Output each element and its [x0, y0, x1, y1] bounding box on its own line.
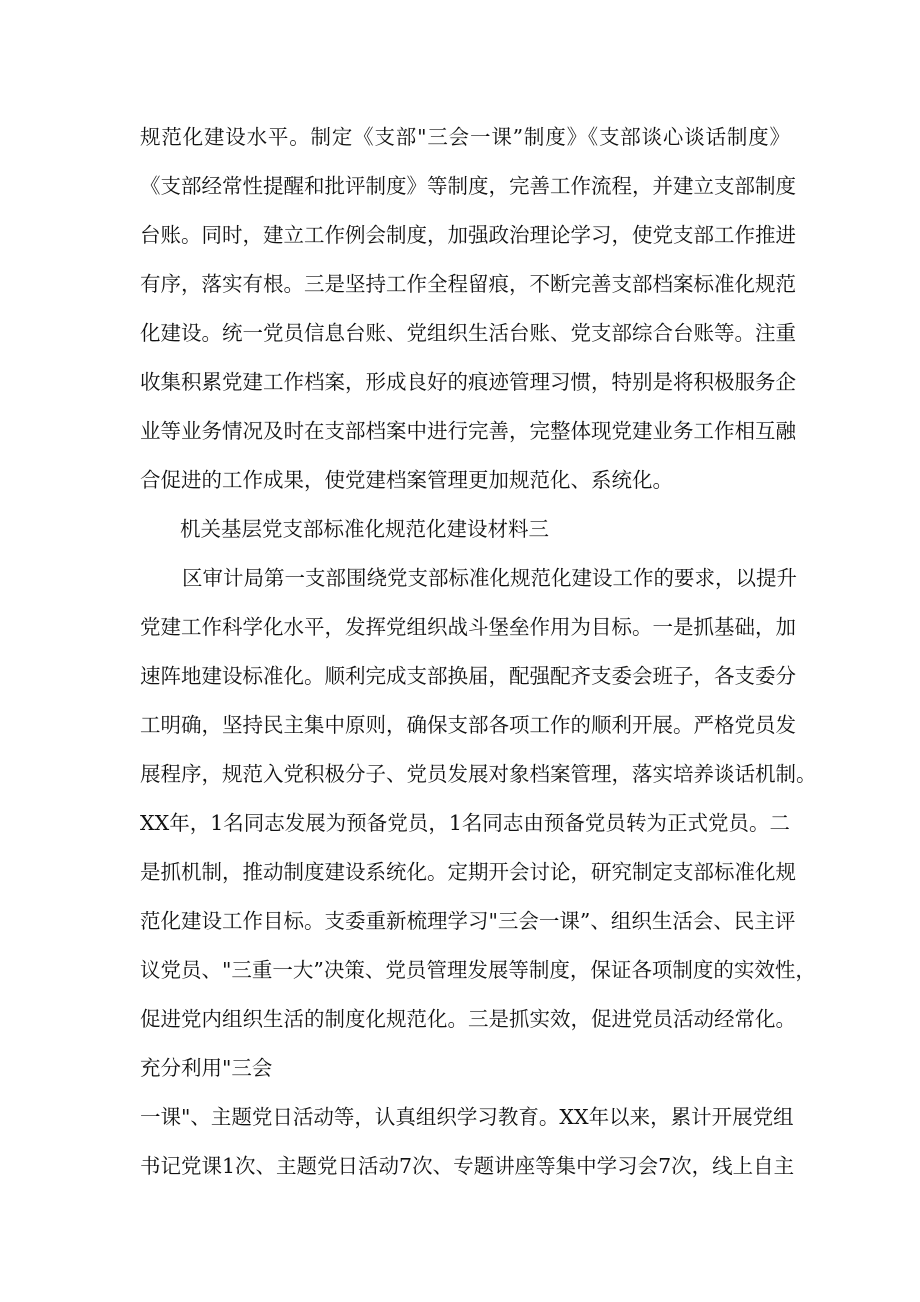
paragraph-line: 区审计局第一支部围绕党支部标准化规范化建设工作的要求，以提升 — [182, 566, 797, 590]
paragraph-line: 收集积累党建工作档案，形成良好的痕迹管理习惯，特别是将积极服务企 — [140, 370, 796, 394]
paragraph-line: 促进党内组织生活的制度化规范化。三是抓实效，促进党员活动经常化。 — [140, 1007, 796, 1031]
paragraph-line: 规范化建设水平。制定《支部"三会一课”制度》《支部谈心谈话制度》 — [140, 125, 790, 149]
paragraph-line: XX年，1名同志发展为预备党员，1名同志由预备党员转为正式党员。二 — [140, 811, 790, 835]
paragraph-line: 党建工作科学化水平，发挥党组织战斗堡垒作用为目标。一是抓基础，加 — [140, 615, 796, 639]
paragraph-line: 一课"、主题党日活动等，认真组织学习教育。XX年以来，累计开展党组 — [140, 1105, 794, 1129]
paragraph-line: 台账。同时，建立工作例会制度，加强政治理论学习，使党支部工作推进 — [140, 223, 796, 247]
paragraph-line: 有序，落实有根。三是坚持工作全程留痕，不断完善支部档案标准化规范 — [140, 272, 796, 296]
paragraph-line: 是抓机制，推动制度建设系统化。定期开会讨论，研究制定支部标准化规 — [140, 860, 796, 884]
paragraph-line: 化建设。统一党员信息台账、党组织生活台账、党支部综合台账等。注重 — [140, 321, 796, 345]
paragraph-line: 充分利用"三会 — [140, 1056, 273, 1080]
paragraph-line: 业等业务情况及时在支部档案中进行完善，完整体现党建业务工作相互融 — [140, 419, 796, 443]
paragraph-line: 范化建设工作目标。支委重新梳理学习"三会一课”、组织生活会、民主评 — [140, 909, 796, 933]
paragraph-line: 书记党课1次、主题党日活动7次、专题讲座等集中学习会7次，线上自主 — [140, 1154, 795, 1178]
paragraph-line: 议党员、"三重一大”决策、党员管理发展等制度，保证各项制度的实效性， — [140, 958, 816, 982]
paragraph-line: 《支部经常性提醒和批评制度》等制度，完善工作流程，并建立支部制度 — [140, 174, 796, 198]
paragraph-line: 速阵地建设标准化。顺利完成支部换届，配强配齐支委会班子，各支委分 — [140, 664, 796, 688]
section-heading: 机关基层党支部标准化规范化建设材料三 — [180, 517, 549, 541]
paragraph-line: 工明确，坚持民主集中原则，确保支部各项工作的顺利开展。严格党员发 — [140, 713, 796, 737]
paragraph-line: 合促进的工作成果，使党建档案管理更加规范化、系统化。 — [140, 468, 673, 492]
paragraph-line: 展程序，规范入党积极分子、党员发展对象档案管理，落实培养谈话机制。 — [140, 762, 817, 786]
